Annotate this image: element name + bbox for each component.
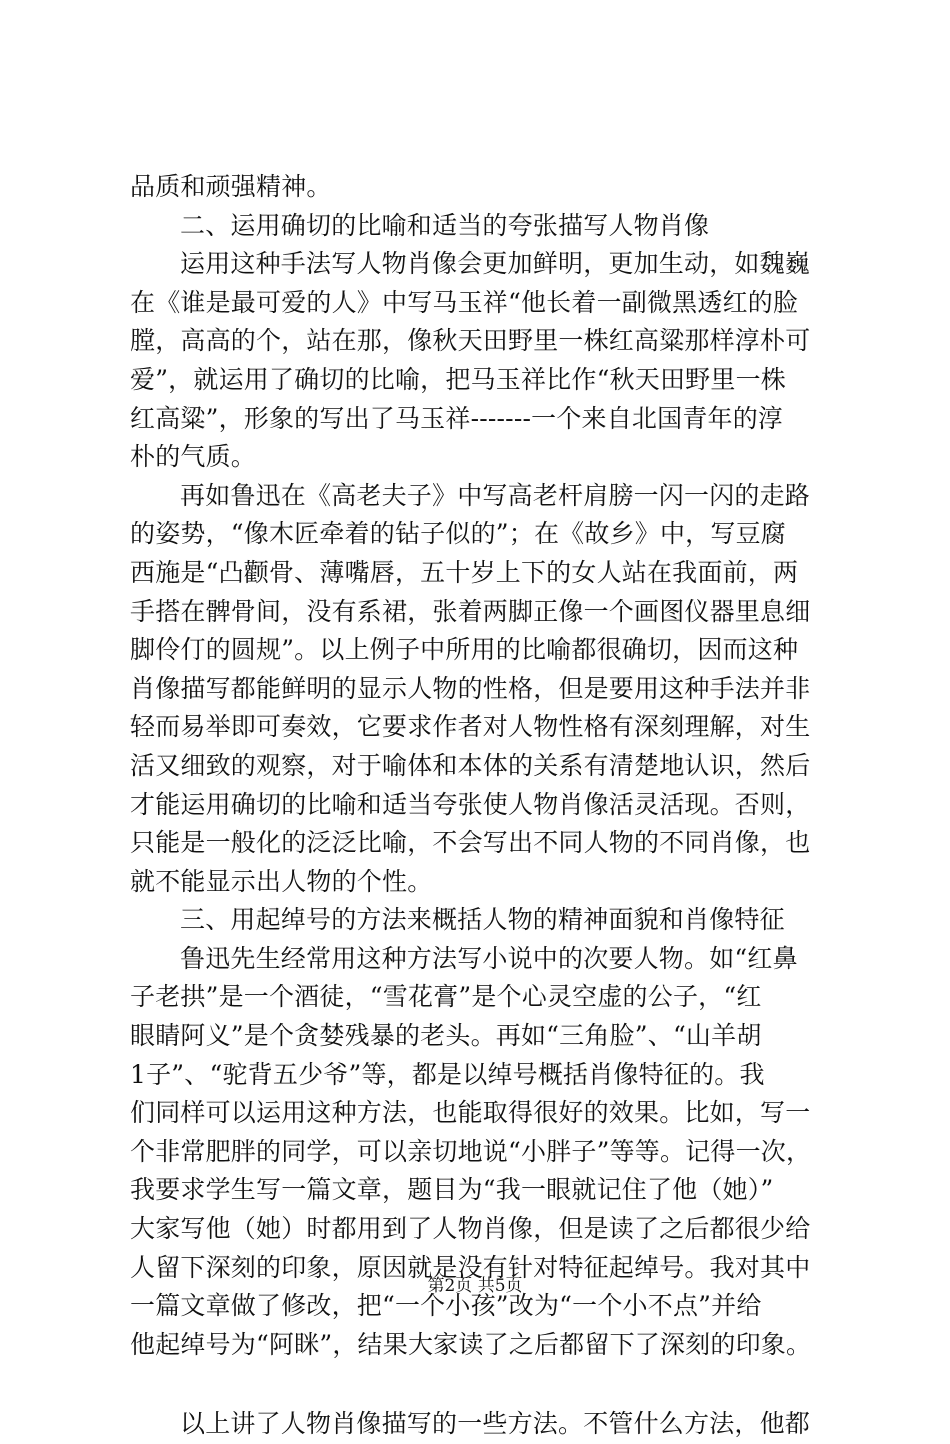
section-heading: 三、用起绰号的方法来概括人物的精神面貌和肖像特征: [180, 905, 785, 935]
text-line: 就不能显示出人物的个性。: [130, 866, 433, 896]
text-line: 爱”，就运用了确切的比喻，把马玉祥比作“秋天田野里一株: [130, 364, 786, 394]
page-number: 第2页 共5页: [427, 1276, 523, 1296]
text-line: 的姿势，“像木匠牵着的钻子似的”；在《故乡》中，写豆腐: [130, 519, 786, 549]
text-line: 才能运用确切的比喻和适当夸张使人物肖像活灵活现。否则，: [130, 789, 811, 819]
text-line: 大家写他（她）时都用到了人物肖像，但是读了之后都很少给: [130, 1214, 811, 1244]
text-line: 以上讲了人物肖像描写的一些方法。不管什么方法，他都: [180, 1409, 811, 1439]
text-line: 1子”、“驼背五少爷”等，都是以绰号概括肖像特征的。我: [130, 1059, 765, 1089]
text-line: 脚伶仃的圆规”。以上例子中所用的比喻都很确切，因而这种: [130, 635, 799, 665]
text-line: 鲁迅先生经常用这种方法写小说中的次要人物。如“红鼻: [180, 943, 798, 973]
text-line: 眼睛阿义”是个贪婪残暴的老头。再如“三角脸”、“山羊胡: [130, 1021, 762, 1051]
text-line: 运用这种手法写人物肖像会更加鲜明，更加生动，如魏巍: [180, 249, 811, 279]
text-line: 朴的气质。: [130, 442, 257, 472]
text-line: 人留下深刻的印象，原因就是没有针对特征起绰号。我对其中: [130, 1252, 811, 1282]
text-line: 再如鲁迅在《高老夫子》中写高老杆肩膀一闪一闪的走路: [180, 480, 811, 510]
text-line: 西施是“凸颧骨、薄嘴唇，五十岁上下的女人站在我面前，两: [130, 557, 799, 587]
text-line: 红高粱”，形象的写出了马玉祥-------一个来自北国青年的淳: [130, 403, 784, 433]
text-line: 膛，高高的个，站在那，像秋天田野里一株红高粱那样淳朴可: [130, 326, 811, 356]
text-line: 子老拱”是一个酒徒，“雪花膏”是个心灵空虚的公子，“红: [130, 982, 762, 1012]
text-line: 轻而易举即可奏效，它要求作者对人物性格有深刻理解，对生: [130, 712, 811, 742]
text-line: 我要求学生写一篇文章，题目为“我一眼就记住了他（她）”: [130, 1175, 774, 1205]
text-line: 个非常肥胖的同学，可以亲切地说“小胖子”等等。记得一次，: [130, 1136, 812, 1166]
body-text: [130, 168, 830, 1444]
text-line: 品质和顽强精神。: [130, 172, 332, 201]
text-line: 肖像描写都能鲜明的显示人物的性格，但是要用这种手法并非: [130, 673, 811, 703]
text-line: 只能是一般化的泛泛比喻，不会写出不同人物的不同肖像，也: [130, 828, 811, 858]
text-line: 手搭在髀骨间，没有系裙，张着两脚正像一个画图仪器里息细: [130, 596, 811, 626]
section-heading: 二、运用确切的比喻和适当的夸张描写人物肖像: [180, 210, 710, 240]
text-line: 在《谁是最可爱的人》中写马玉祥“他长着一副微黑透红的脸: [130, 287, 799, 317]
text-line: 他起绰号为“阿眯”，结果大家读了之后都留下了深刻的印象。: [130, 1329, 812, 1359]
text-line: 一篇文章做了修改，把“一个小孩”改为“一个小不点”并给: [130, 1291, 762, 1321]
text-line: 活又细致的观察，对于喻体和本体的关系有清楚地认识，然后: [130, 750, 811, 780]
text-line: 们同样可以运用这种方法，也能取得很好的效果。比如，写一: [130, 1098, 811, 1128]
